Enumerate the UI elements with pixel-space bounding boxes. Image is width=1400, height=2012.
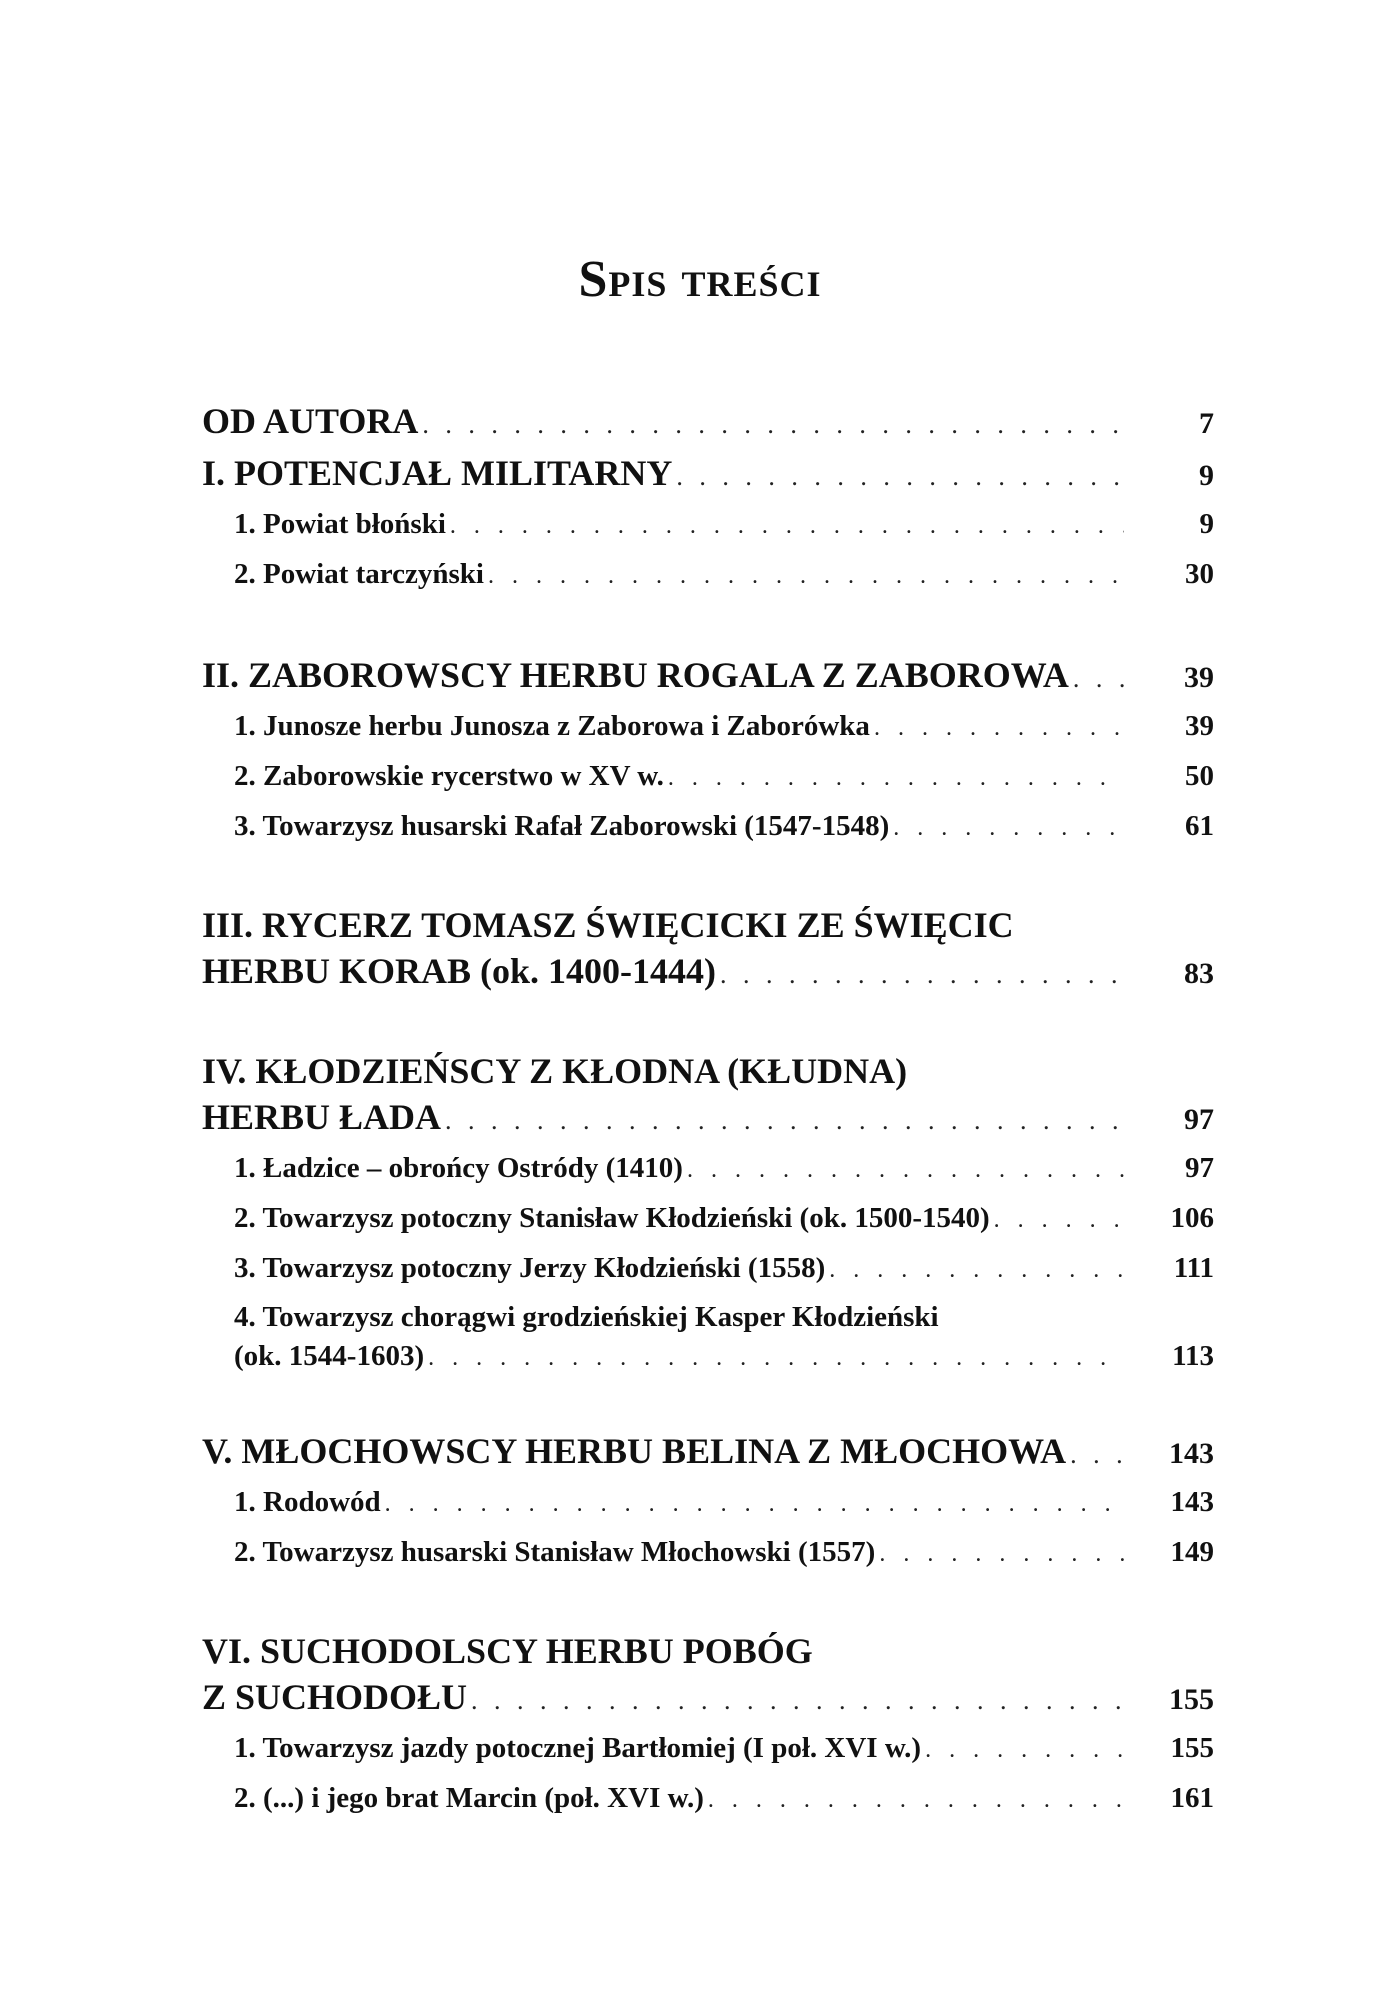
toc-entry-title: HERBU KORAB (ok. 1400-1444)	[202, 951, 717, 991]
toc-chapter-front	[202, 398, 1214, 448]
toc-entry[interactable]	[202, 1244, 1214, 1294]
toc-entry[interactable]	[202, 450, 1214, 500]
toc-entry[interactable]	[202, 550, 1214, 600]
dot-leader	[385, 1480, 1124, 1528]
toc-chapter-3	[202, 902, 1214, 998]
toc-chapter-1	[202, 450, 1214, 600]
toc-entry-title: 1. Ładzice – obrońcy Ostródy (1410)	[234, 1152, 683, 1184]
toc-entry[interactable]	[202, 1194, 1214, 1244]
toc-page-number: 30	[1185, 558, 1214, 590]
toc-page-number: 9	[1199, 459, 1214, 492]
toc-entry-title: OD AUTORA	[202, 401, 419, 441]
toc-entry-title: Z SUCHODOŁU	[202, 1677, 468, 1717]
toc-entry[interactable]	[202, 1094, 1214, 1144]
toc-page-number: 106	[1170, 1202, 1214, 1234]
toc-entry-title-line[interactable]: 4. Towarzysz chorągwi grodzieńskiej Kasper Kłodzieński	[234, 1301, 939, 1333]
toc-entry-title: 2. (...) i jego brat Marcin (poł. XVI w.)	[234, 1782, 704, 1814]
dot-leader	[1073, 656, 1124, 702]
toc-entry[interactable]	[202, 1336, 1214, 1378]
dot-leader	[879, 1530, 1124, 1578]
toc-page-number: 7	[1199, 407, 1214, 440]
toc-entry[interactable]	[202, 652, 1214, 702]
dot-leader	[488, 552, 1124, 600]
toc-entry-title: 1. Powiat błoński	[234, 508, 446, 540]
toc-entry[interactable]	[202, 752, 1214, 802]
toc-page-number: 155	[1170, 1732, 1214, 1764]
toc-entry-title-line[interactable]: IV. KŁODZIEŃSCY Z KŁODNA (KŁUDNA)	[202, 1051, 908, 1091]
toc-entry[interactable]	[202, 1478, 1214, 1528]
toc-page-number: 161	[1170, 1782, 1214, 1814]
dot-leader	[676, 454, 1124, 500]
toc-page-number: 97	[1185, 1152, 1214, 1184]
dot-leader	[925, 1726, 1124, 1774]
page-title: Spis treści	[578, 251, 822, 308]
toc-chapter-2	[202, 652, 1214, 852]
toc-entry-title: 2. Towarzysz potoczny Stanisław Kłodzieński (ok. 1500-1540)	[234, 1202, 990, 1234]
toc-entry-title: 3. Towarzysz husarski Rafał Zaborowski (1547-1548)	[234, 810, 890, 842]
toc-entry[interactable]	[202, 1144, 1214, 1194]
toc-entry-title: (ok. 1544-1603)	[234, 1340, 425, 1372]
toc-page-number: 155	[1169, 1683, 1214, 1716]
dot-leader	[893, 804, 1124, 852]
toc-entry-title: 2. Powiat tarczyński	[234, 558, 484, 590]
toc-page-number: 111	[1173, 1252, 1214, 1284]
toc-entry-title: II. ZABOROWSCY HERBU ROGALA Z ZABOROWA	[202, 655, 1069, 695]
toc-entry-title: HERBU ŁADA	[202, 1097, 442, 1137]
toc-entry[interactable]	[202, 398, 1214, 448]
toc-entry-title: 1. Junosze herbu Junosza z Zaborowa i Zaborówka	[234, 710, 870, 742]
toc-chapter-6	[202, 1628, 1214, 1824]
toc-entry[interactable]	[202, 1724, 1214, 1774]
toc-entry[interactable]	[202, 1674, 1214, 1724]
toc-page-number: 39	[1184, 661, 1214, 694]
dot-leader	[422, 402, 1124, 448]
toc-page-number: 97	[1184, 1103, 1214, 1136]
toc-entry[interactable]	[202, 802, 1214, 852]
toc-page-number: 61	[1185, 810, 1214, 842]
toc-entry[interactable]	[202, 500, 1214, 550]
toc-page-number: 143	[1169, 1437, 1214, 1470]
dot-leader	[720, 952, 1124, 998]
toc-entry[interactable]	[202, 1528, 1214, 1578]
dot-leader	[708, 1776, 1124, 1824]
toc-entry-title-line[interactable]: VI. SUCHODOLSCY HERBU POBÓG	[202, 1631, 813, 1671]
toc-entry-title: 2. Zaborowskie rycerstwo w XV w.	[234, 760, 664, 792]
dot-leader	[450, 502, 1124, 550]
toc-page-number: 9	[1199, 508, 1214, 540]
toc-entry-title: 3. Towarzysz potoczny Jerzy Kłodzieński (1558)	[234, 1252, 826, 1284]
dot-leader	[829, 1246, 1124, 1294]
toc-entry-title: 1. Rodowód	[234, 1486, 381, 1518]
toc-page-number: 50	[1185, 760, 1214, 792]
dot-leader	[471, 1678, 1124, 1724]
dot-leader	[428, 1338, 1124, 1378]
toc-page-number: 83	[1184, 957, 1214, 990]
toc-entry-title: 1. Towarzysz jazdy potocznej Bartłomiej (I poł. XVI w.)	[234, 1732, 922, 1764]
toc-entry[interactable]	[202, 702, 1214, 752]
toc-page-number: 149	[1170, 1536, 1214, 1568]
toc-entry-title-line[interactable]: III. RYCERZ TOMASZ ŚWIĘCICKI ZE ŚWIĘCIC	[202, 905, 1014, 945]
dot-leader	[668, 754, 1124, 802]
toc-page-number: 143	[1170, 1486, 1214, 1518]
dot-leader	[1070, 1432, 1124, 1478]
dot-leader	[687, 1146, 1124, 1194]
toc-entry[interactable]	[202, 948, 1214, 998]
dot-leader	[994, 1196, 1124, 1244]
toc-chapter-5	[202, 1428, 1214, 1578]
toc-entry[interactable]	[202, 1774, 1214, 1824]
toc-entry[interactable]	[202, 1428, 1214, 1478]
dot-leader	[874, 704, 1124, 752]
toc-page-number: 113	[1172, 1340, 1214, 1372]
toc-chapter-4	[202, 1048, 1214, 1378]
toc-page-number: 39	[1185, 710, 1214, 742]
toc-entry-title: V. MŁOCHOWSCY HERBU BELINA Z MŁOCHOWA	[202, 1431, 1067, 1471]
table-of-contents	[202, 398, 1214, 1824]
dot-leader	[445, 1098, 1124, 1144]
toc-entry-title: 2. Towarzysz husarski Stanisław Młochowski (1557)	[234, 1536, 876, 1568]
toc-entry-title: I. POTENCJAŁ MILITARNY	[202, 453, 673, 493]
